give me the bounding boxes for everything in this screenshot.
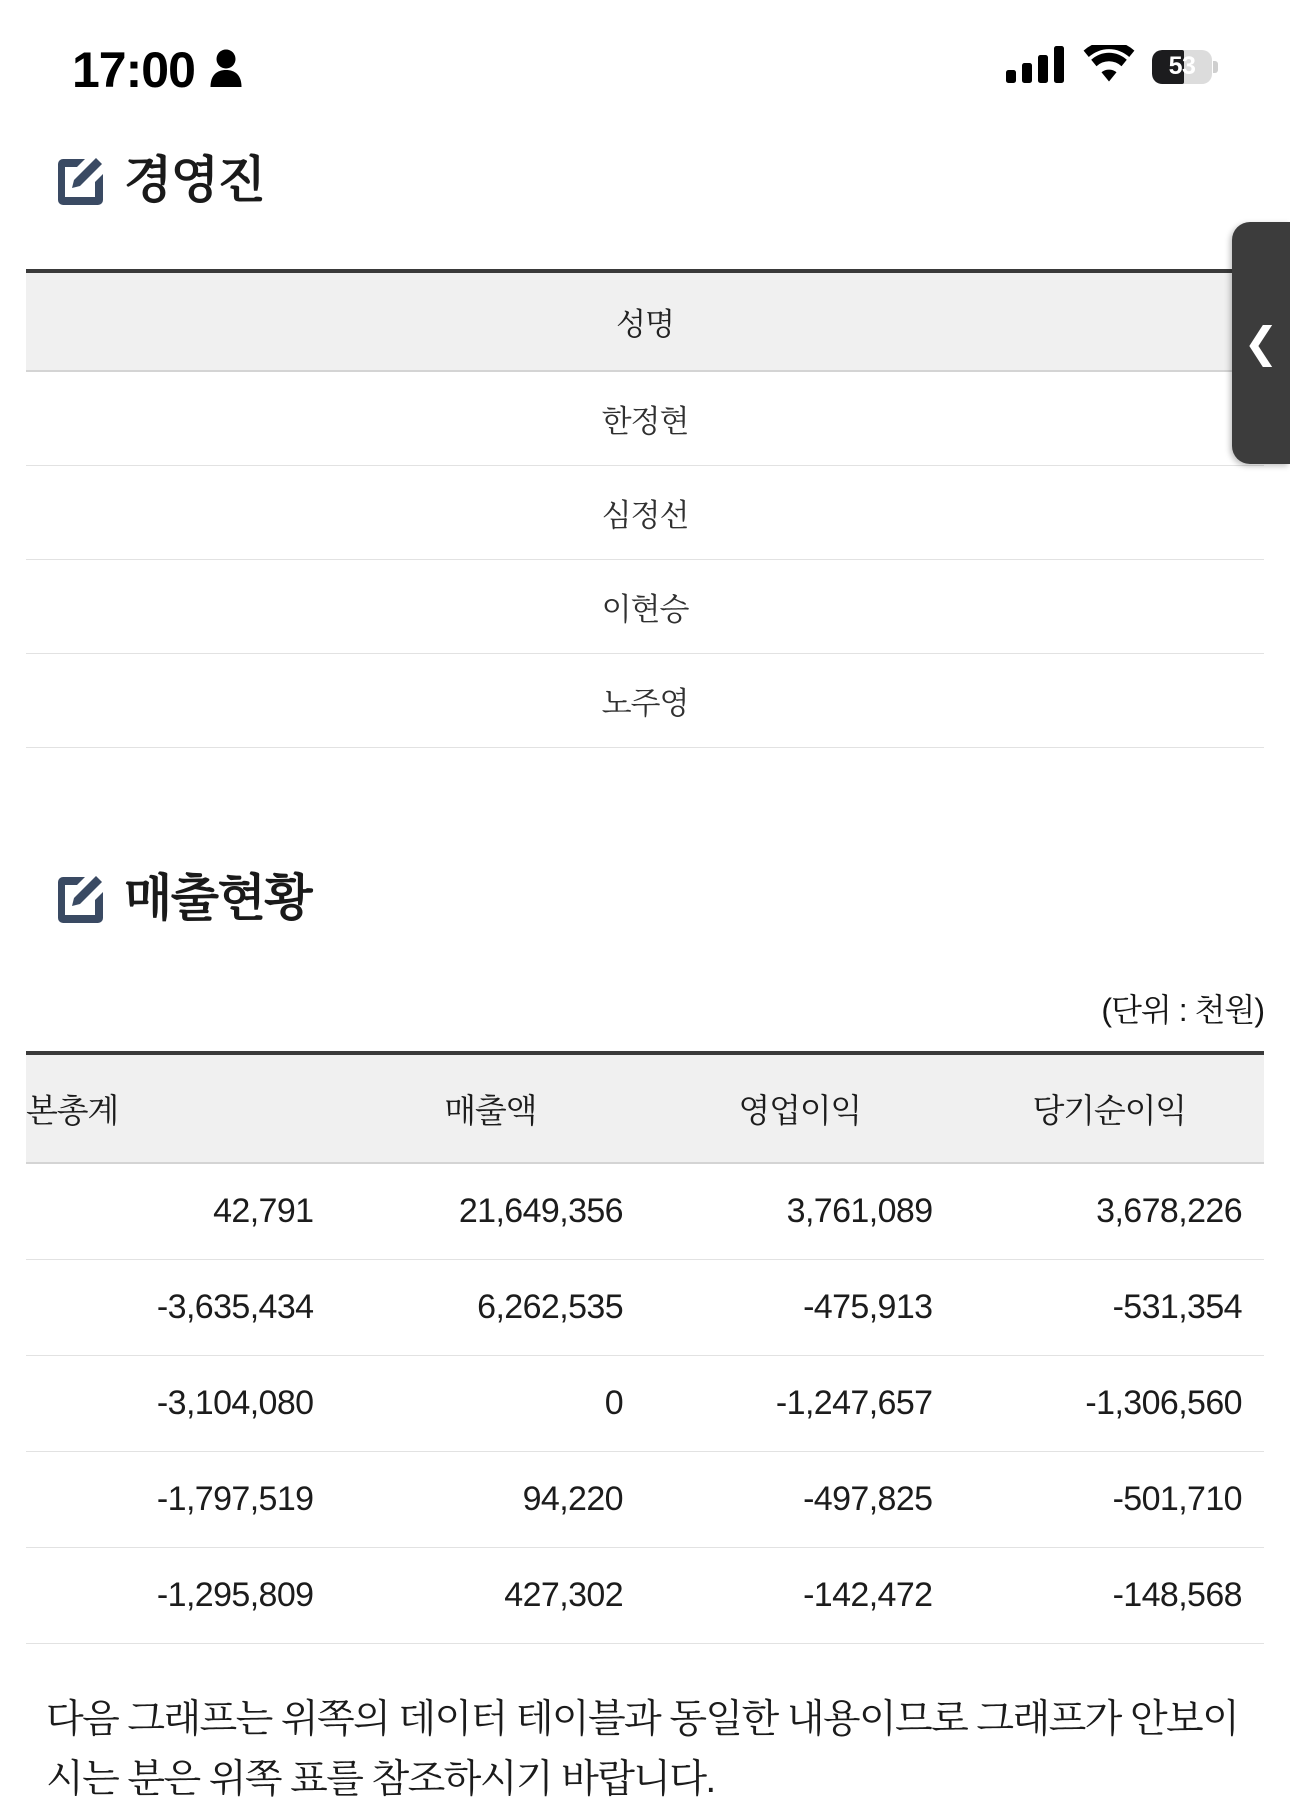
cell-net-income: -148,568 (955, 1548, 1265, 1644)
person-icon (209, 48, 243, 93)
executives-table-head (26, 271, 1264, 371)
column-header-net-income: 당기순이익 (955, 1053, 1265, 1163)
table-header-row (26, 1053, 1264, 1163)
cell-name: 이현승 (26, 560, 1264, 654)
cell-total-capital: 42,791 (26, 1163, 336, 1260)
cell-name: 노주영 (26, 654, 1264, 748)
status-bar-right (1006, 45, 1218, 88)
sales-title: 매출현황 (124, 870, 312, 926)
table-row[interactable] (26, 466, 1264, 560)
executives-section-header (0, 150, 1290, 211)
executives-table-wrap (26, 269, 1264, 748)
status-bar-left (72, 42, 243, 98)
battery-indicator (1152, 50, 1218, 84)
column-header-total-capital: 본총계 (26, 1053, 336, 1163)
cell-operating-profit: -497,825 (645, 1452, 955, 1548)
sales-table-body (26, 1163, 1264, 1644)
executives-table-body (26, 371, 1264, 748)
table-row[interactable] (26, 1548, 1264, 1644)
cell-revenue: 427,302 (336, 1548, 646, 1644)
executives-table (26, 269, 1264, 748)
table-row[interactable] (26, 654, 1264, 748)
cell-revenue: 6,262,535 (336, 1260, 646, 1356)
cell-operating-profit: -1,247,657 (645, 1356, 955, 1452)
cell-operating-profit: -142,472 (645, 1548, 955, 1644)
table-row[interactable] (26, 1452, 1264, 1548)
cell-net-income: 3,678,226 (955, 1163, 1265, 1260)
cell-operating-profit: -475,913 (645, 1260, 955, 1356)
wifi-icon (1083, 45, 1135, 88)
cell-name: 한정현 (26, 371, 1264, 466)
cellular-signal-icon (1006, 45, 1066, 88)
table-header-row (26, 271, 1264, 371)
cell-net-income: -531,354 (955, 1260, 1265, 1356)
battery-tip (1213, 61, 1218, 73)
cell-revenue: 0 (336, 1356, 646, 1452)
table-row[interactable] (26, 1356, 1264, 1452)
sidebar-toggle-tab[interactable] (1232, 222, 1290, 464)
status-time: 17:00 (72, 42, 195, 98)
status-bar (0, 0, 1290, 150)
table-row[interactable] (26, 371, 1264, 466)
table-row[interactable] (26, 1163, 1264, 1260)
column-header-operating-profit: 영업이익 (645, 1053, 955, 1163)
column-header-name: 성명 (26, 271, 1264, 371)
table-row[interactable] (26, 560, 1264, 654)
battery-percent-label: 53 (1168, 52, 1196, 80)
sales-unit-note: (단위 : 천원) (1101, 992, 1264, 1028)
cell-operating-profit: 3,761,089 (645, 1163, 955, 1260)
edit-square-icon (52, 868, 108, 929)
cell-name: 심정선 (26, 466, 1264, 560)
sales-table-wrap (26, 1051, 1264, 1644)
cell-net-income: -501,710 (955, 1452, 1265, 1548)
cell-revenue: 94,220 (336, 1452, 646, 1548)
sales-section-header (0, 868, 1290, 929)
cell-total-capital: -1,295,809 (26, 1548, 336, 1644)
column-header-revenue: 매출액 (336, 1053, 646, 1163)
cell-net-income: -1,306,560 (955, 1356, 1265, 1452)
executives-title: 경영진 (124, 152, 265, 208)
cell-total-capital: -3,635,434 (26, 1260, 336, 1356)
edit-square-icon (52, 150, 108, 211)
cell-revenue: 21,649,356 (336, 1163, 646, 1260)
cell-total-capital: -1,797,519 (26, 1452, 336, 1548)
chevron-left-icon: ❮ (1243, 319, 1279, 366)
table-row[interactable] (26, 1260, 1264, 1356)
cell-total-capital: -3,104,080 (26, 1356, 336, 1452)
sales-table (26, 1051, 1264, 1644)
sales-table-head (26, 1053, 1264, 1163)
graph-note: 다음 그래프는 위쪽의 데이터 테이블과 동일한 내용이므로 그래프가 안보이시는 분은 위쪽 표를 참조하시기 바랍니다. (46, 1698, 1239, 1802)
